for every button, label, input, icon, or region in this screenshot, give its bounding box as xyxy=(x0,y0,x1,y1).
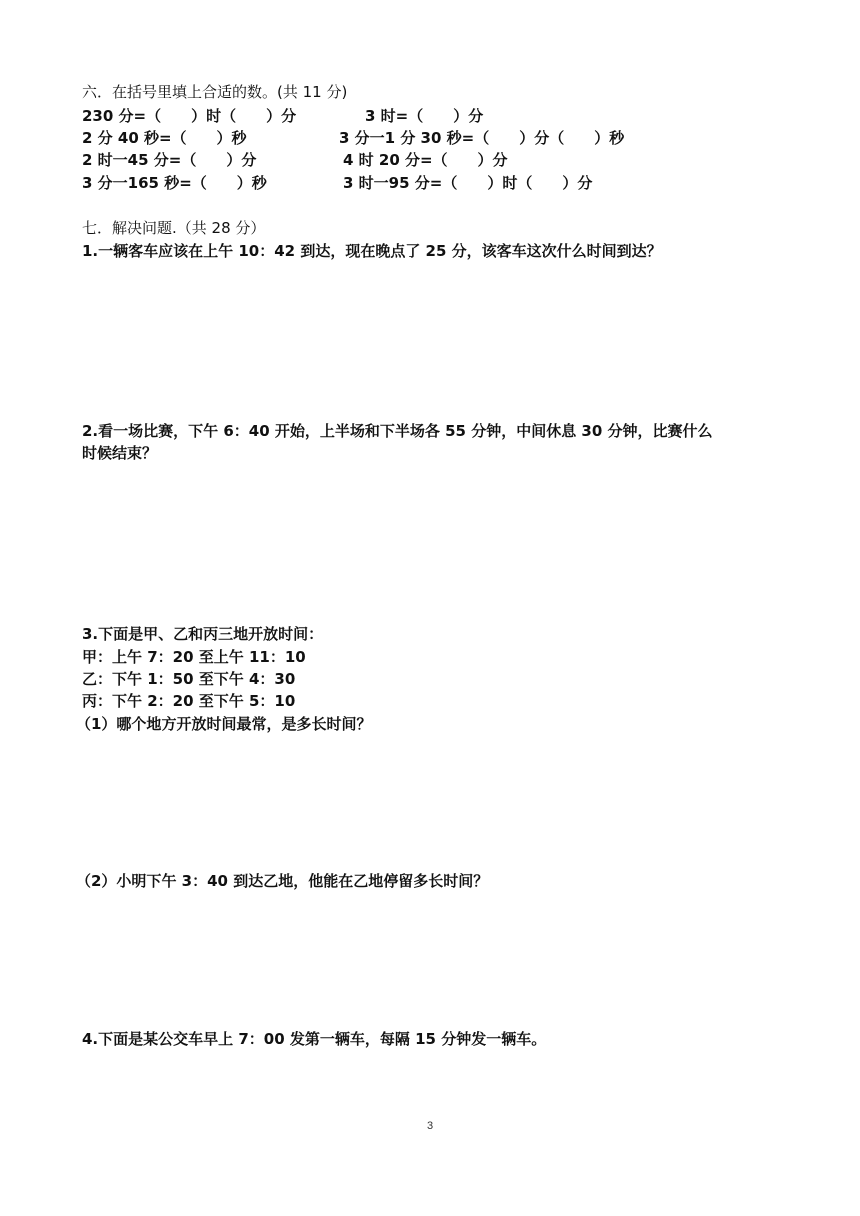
schedule-row-yi: 乙：下午 1：50 至下午 4：30 xyxy=(82,670,296,688)
fill-item-6: 4 时 20 分=（ ）分 xyxy=(343,151,508,169)
question-3-sub-2: （2）小明下午 3：40 到达乙地，他能在乙地停留多长时间？ xyxy=(76,872,489,890)
question-4: 4.下面是某公交车早上 7：00 发第一辆车，每隔 15 分钟发一辆车。 xyxy=(82,1030,547,1048)
section-7-title: 七．解决问题.（共 28 分） xyxy=(82,219,266,237)
fill-item-3: 2 分 40 秒=（ ）秒 xyxy=(82,129,247,147)
page-number: 3 xyxy=(426,1120,434,1132)
question-2-line-1: 2.看一场比赛，下午 6：40 开始，上半场和下半场各 55 分钟，中间休息 30 分钟，比赛什么 xyxy=(82,422,713,440)
schedule-row-jia: 甲：上午 7：20 至上午 11：10 xyxy=(82,648,306,666)
question-3-intro: 3.下面是甲、乙和丙三地开放时间： xyxy=(82,625,324,643)
question-2-line-2: 时候结束？ xyxy=(82,444,158,462)
question-1: 1.一辆客车应该在上午 10：42 到达，现在晚点了 25 分，该客车这次什么时间到达？ xyxy=(82,242,662,260)
fill-item-5: 2 时一45 分=（ ）分 xyxy=(82,151,257,169)
fill-item-1: 230 分=（ ）时（ ）分 xyxy=(82,107,297,125)
fill-item-2: 3 时=（ ）分 xyxy=(365,107,484,125)
fill-item-4: 3 分一1 分 30 秒=（ ）分（ ）秒 xyxy=(339,129,625,147)
question-3-sub-1: （1）哪个地方开放时间最常，是多长时间？ xyxy=(76,715,372,733)
schedule-row-bing: 丙：下午 2：20 至下午 5：10 xyxy=(82,692,296,710)
section-6-title: 六．在括号里填上合适的数。(共 11 分) xyxy=(82,83,348,101)
fill-item-7: 3 分一165 秒=（ ）秒 xyxy=(82,174,267,192)
fill-item-8: 3 时一95 分=（ ）时（ ）分 xyxy=(343,174,593,192)
